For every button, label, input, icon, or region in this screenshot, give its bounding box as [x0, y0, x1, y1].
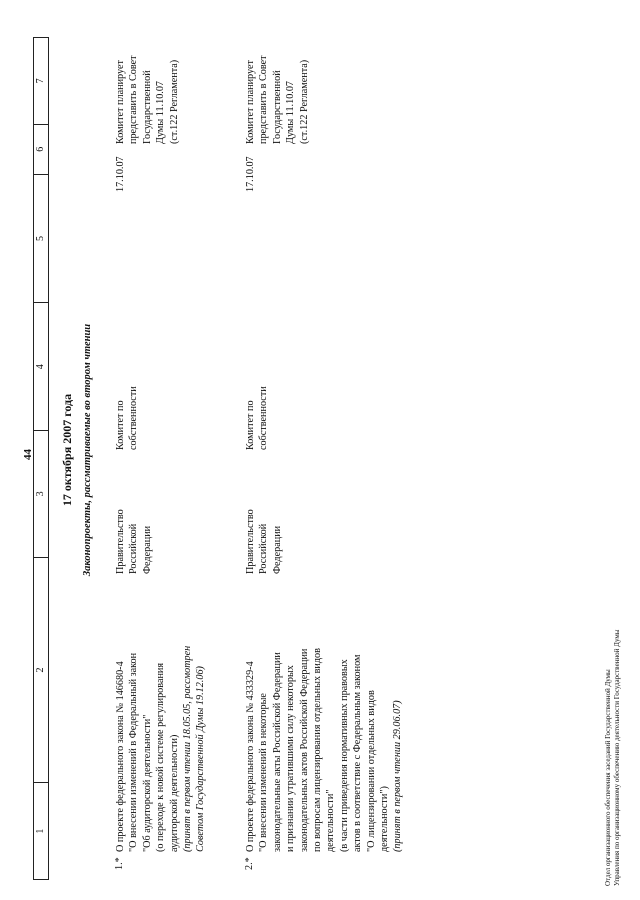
row-1-date: 17.10.07: [115, 156, 126, 192]
row-1-committee: [114, 340, 141, 450]
row-1-action-line: представить в Совет: [128, 55, 140, 144]
row-1-action-line: Комитет планирует: [115, 60, 126, 144]
row-2-title-line: актов в соответствие с Федеральным законом: [352, 654, 364, 852]
row-2-title-line: деятельности": [325, 789, 337, 852]
row-1-initiator: [114, 464, 154, 574]
column-header-6: 6: [34, 124, 48, 174]
row-2-action: [244, 34, 311, 144]
row-2-action-line: представить в Совет: [258, 55, 270, 144]
row-1-number: 1.*: [114, 857, 125, 870]
row-1-action-line: Государственной: [141, 70, 153, 144]
row-1-note-line: Советом Государственной Думы 19.12.06): [195, 666, 207, 852]
column-header-4: 4: [34, 302, 48, 430]
row-2-action-line: (ст.122 Регламента): [298, 59, 310, 144]
row-1-action-line: (ст.122 Регламента): [168, 59, 180, 144]
row-1-title-line: О проекте федерального закона № 146680-4: [115, 661, 126, 852]
row-2-title-line: О проекте федерального закона № 433329-4: [245, 661, 256, 852]
date-heading: 17 октября 2007 года: [60, 393, 74, 507]
row-2-action-line: Думы 11.10.07: [285, 80, 297, 144]
row-1-action-line: Думы 11.10.07: [155, 80, 167, 144]
row-2-title-line: законодательных актов Российской Федерации: [298, 648, 310, 852]
column-header-1: 1: [34, 782, 48, 879]
row-1-initiator-line: Федерации: [141, 525, 153, 574]
row-1-title-line: "О внесении изменений в Федеральный закон: [128, 652, 140, 852]
row-2-initiator-line: Правительство: [245, 509, 256, 574]
row-2-initiator-line: Федерации: [271, 525, 283, 574]
row-2-title-line: (в части приведения нормативных правовых: [338, 659, 350, 852]
row-2-action-line: Государственной: [271, 70, 283, 144]
row-1-initiator-line: Правительство: [115, 509, 126, 574]
row-2-title-line: деятельности"): [379, 786, 391, 852]
row-2-title-line: по вопросам лицензирования отдельных видов: [312, 648, 324, 852]
column-header-3: 3: [34, 430, 48, 557]
row-1-action: [114, 34, 181, 144]
footer-line: Отдел организационного обеспечения заседаний Государственной Думы: [604, 669, 612, 886]
row-1-title-line: аудиторской деятельности): [168, 734, 180, 852]
row-2-title-line: и признании утратившими силу некоторых: [285, 665, 297, 852]
row-2-committee-line: Комитет по: [245, 400, 256, 450]
row-1-initiator-line: Российской: [128, 523, 140, 574]
row-2-committee: [244, 340, 271, 450]
footer-line: Управления по организационному обеспечению деятельности Государственной Думы: [613, 629, 621, 886]
row-2-date: 17.10.07: [245, 156, 256, 192]
row-2-title-line: "О лицензировании отдельных видов: [365, 690, 377, 852]
row-2-number: 2.*: [244, 857, 255, 870]
section-heading: Законопроекты, рассматриваемые во втором чтении: [82, 323, 93, 577]
row-1-committee-line: Комитет по: [115, 400, 126, 450]
footer: [604, 630, 622, 886]
column-number-header: [33, 37, 49, 880]
column-header-2: 2: [34, 557, 48, 782]
row-2-action-line: Комитет планирует: [245, 60, 256, 144]
row-2-initiator: [244, 464, 284, 574]
column-header-7: 7: [35, 78, 46, 84]
row-1-title-line: "Об аудиторской деятельности": [141, 714, 153, 852]
row-1-title-line: (о переходе к новой системе регулирования: [155, 662, 167, 852]
row-2-committee-line: собственности: [258, 386, 270, 450]
row-2-title-line: законодательные акты Российской Федерации: [271, 652, 283, 852]
page-number: 44: [22, 449, 34, 460]
row-1-committee-line: собственности: [128, 386, 140, 450]
row-2-title-line: "О внесении изменений в некоторые: [258, 693, 270, 852]
row-2-initiator-line: Российской: [258, 523, 270, 574]
row-2-note-line: (принят в первом чтении 29.06.07): [392, 700, 404, 852]
row-1-note-line: (принят в первом чтении 18.05.05, рассмотрен: [182, 645, 194, 852]
column-header-5: 5: [34, 174, 48, 303]
